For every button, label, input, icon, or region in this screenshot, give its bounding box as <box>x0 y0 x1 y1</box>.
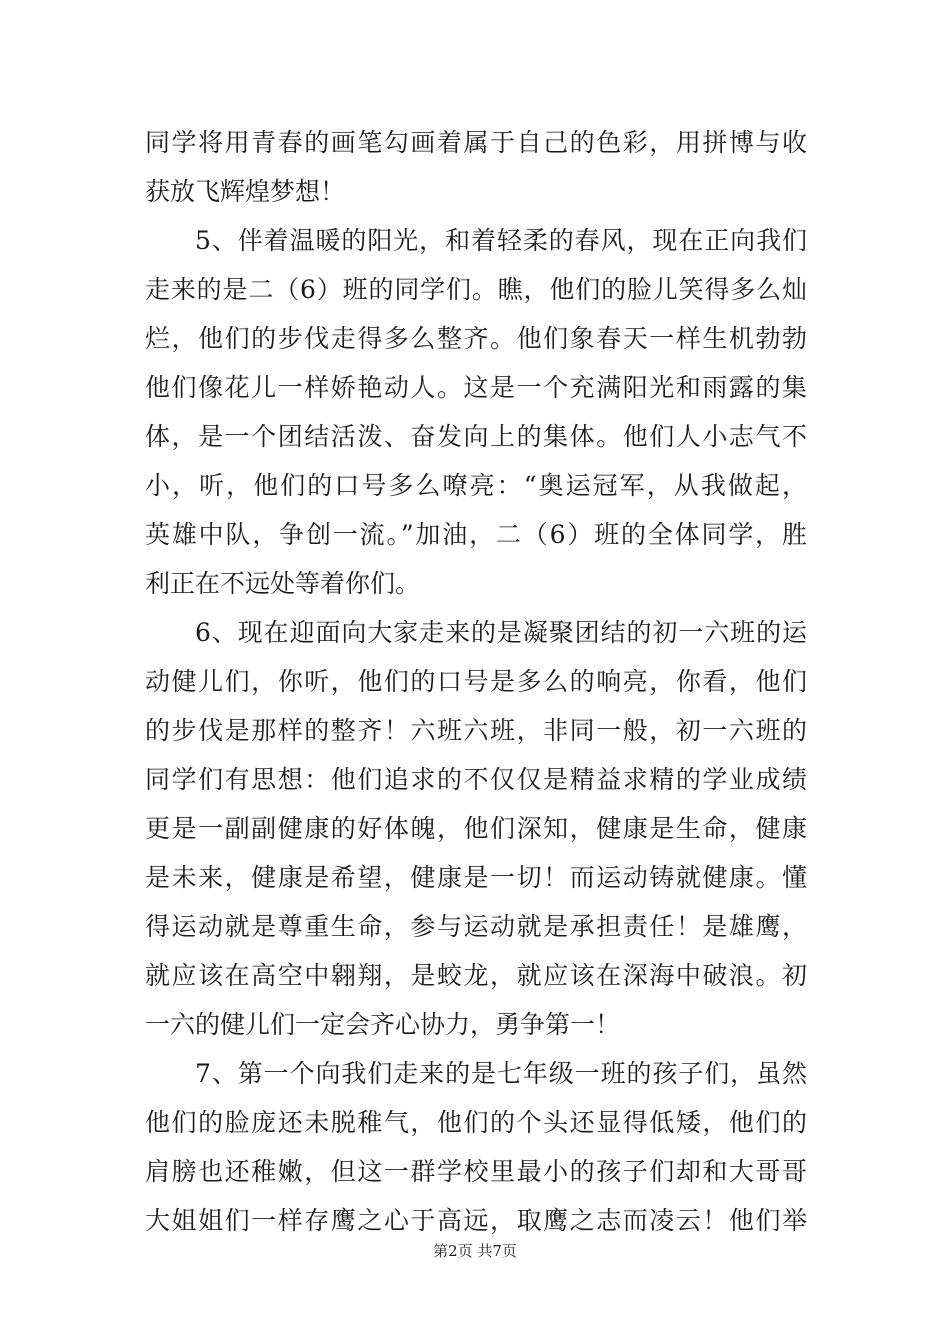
text-line: 同学们有思想：他们追求的不仅仅是精益求精的学业成绩 <box>145 765 807 794</box>
text-line: 利正在不远处等着你们。 <box>145 569 421 598</box>
text-line: 一六的健儿们一定会齐心协力，勇争第一！ <box>145 1010 621 1039</box>
text-line: 就应该在高空中翱翔，是蛟龙，就应该在深海中破浪。初 <box>145 961 807 990</box>
paragraph <box>145 216 807 608</box>
paragraph <box>145 1049 807 1245</box>
text-line: 5、伴着温暖的阳光，和着轻柔的春风，现在正向我们 <box>195 226 807 255</box>
text-line: 他们的脸庞还未脱稚气，他们的个头还显得低矮，他们的 <box>145 1108 807 1137</box>
text-line: 是未来，健康是希望，健康是一切！而运动铸就健康。懂 <box>145 863 807 892</box>
text-line: 动健儿们，你听，他们的口号是多么的响亮，你看，他们 <box>145 667 807 696</box>
text-line: 获放飞辉煌梦想！ <box>145 177 346 206</box>
text-line: 6、现在迎面向大家走来的是凝聚团结的初一六班的运 <box>195 618 807 647</box>
text-line: 走来的是二（6）班的同学们。瞧，他们的脸儿笑得多么灿 <box>145 275 807 304</box>
text-line: 大姐姐们一样存鹰之心于高远，取鹰之志而凌云！他们举 <box>145 1206 807 1235</box>
text-line: 体，是一个团结活泼、奋发向上的集体。他们人小志气不 <box>145 422 807 451</box>
page-footer: 第2页 共7页 <box>433 1242 517 1260</box>
text-line: 7、第一个向我们走来的是七年级一班的孩子们，虽然 <box>195 1059 807 1088</box>
text-line: 小，听，他们的口号多么嘹亮：“奥运冠军，从我做起， <box>145 471 807 500</box>
text-line: 的步伐是那样的整齐！六班六班，非同一般，初一六班的 <box>145 716 807 745</box>
text-line: 更是一副副健康的好体魄，他们深知，健康是生命，健康 <box>145 814 807 843</box>
text-line: 得运动就是尊重生命，参与运动就是承担责任！是雄鹰， <box>145 912 807 941</box>
text-line: 烂，他们的步伐走得多么整齐。他们象春天一样生机勃勃 <box>145 324 807 353</box>
paragraph <box>145 118 807 216</box>
text-line: 他们像花儿一样娇艳动人。这是一个充满阳光和雨露的集 <box>145 373 807 402</box>
paragraph <box>145 608 807 1049</box>
text-line: 英雄中队，争创一流。”加油，二（6）班的全体同学，胜 <box>145 520 807 549</box>
text-line: 肩膀也还稚嫩，但这一群学校里最小的孩子们却和大哥哥 <box>145 1157 807 1186</box>
document-body <box>145 118 807 1245</box>
text-line: 同学将用青春的画笔勾画着属于自己的色彩，用拼博与收 <box>145 128 807 157</box>
